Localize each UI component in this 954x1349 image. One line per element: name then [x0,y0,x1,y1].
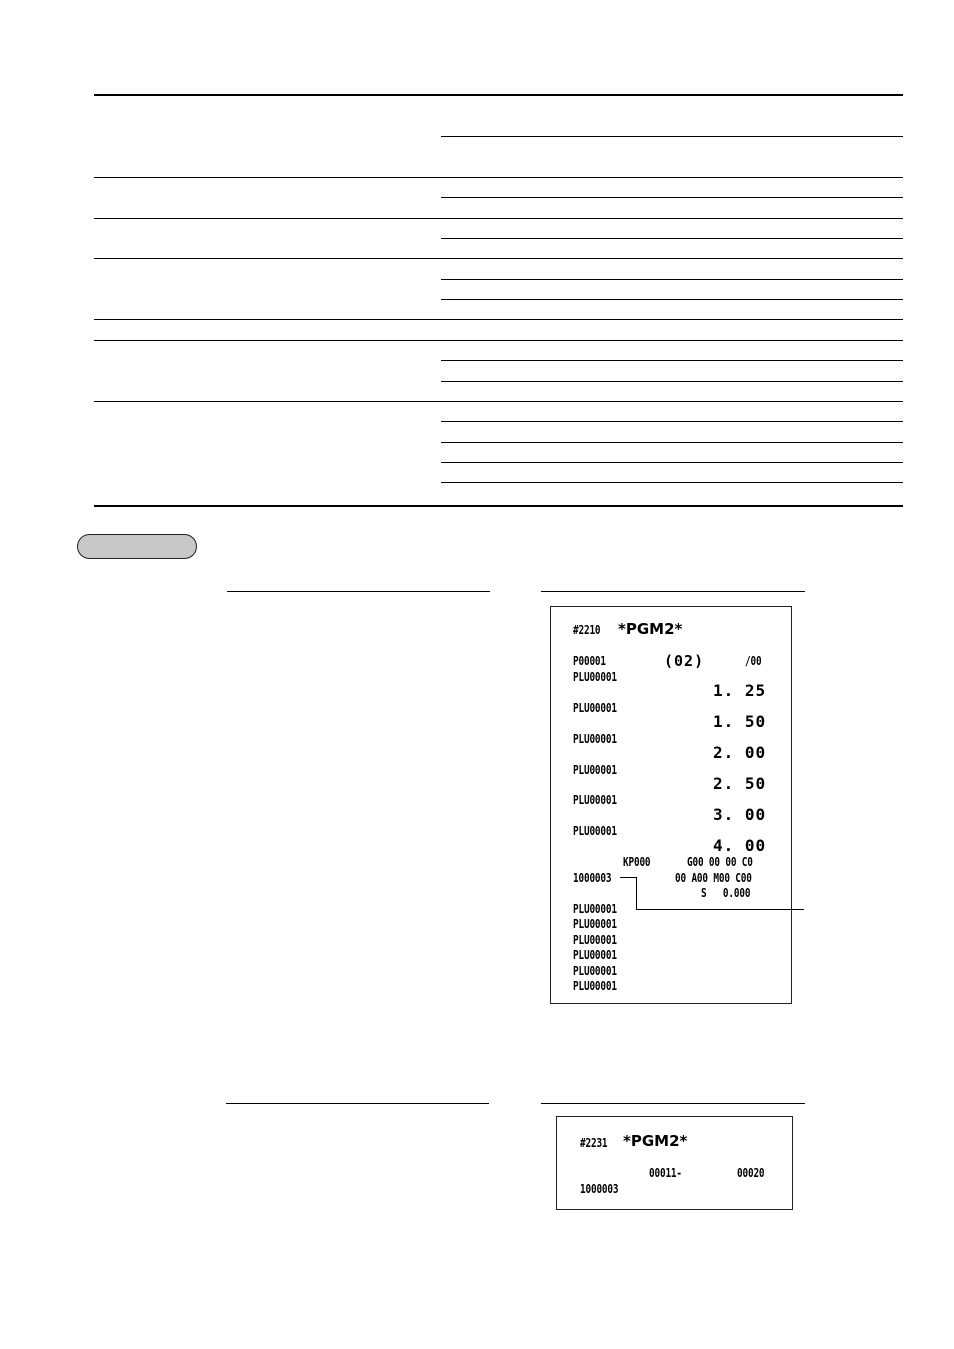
item-label: PLU00001 [573,732,617,746]
table-rule [94,258,903,259]
table-rule [441,421,903,422]
item-label: PLU00001 [573,793,617,807]
flags-line-2: 00 A00 M00 C00 [675,871,752,885]
trailing-item: PLU00001 [573,964,617,978]
table-rule [441,136,903,137]
plu-slash: /00 [745,654,762,668]
item-label: PLU00001 [573,670,617,684]
item-amount: 4. 00 [713,836,767,855]
table-rule [94,177,903,178]
receipt-pgm2-2210 [550,606,792,1004]
item-amount: 2. 00 [713,743,767,762]
key-operation-rule [226,1103,489,1104]
table-rule [441,197,903,198]
table-rule [441,299,903,300]
code-line: 1000003 [580,1182,619,1196]
table-rule [94,218,903,219]
kp-label: KP000 [623,855,651,869]
s-line: S 0.000 [701,886,751,900]
table-rule [441,360,903,361]
trailing-item: PLU00001 [573,979,617,993]
receipt-mode: *PGM2* [618,620,683,638]
trailing-item: PLU00001 [573,933,617,947]
table-rule [441,238,903,239]
plu-paren: (02) [664,652,705,670]
range-to: 00020 [737,1166,765,1180]
table-top-rule [94,94,903,96]
table-rule [94,401,903,402]
table-rule [441,279,903,280]
item-label: PLU00001 [573,701,617,715]
section-label-pill [77,534,197,559]
table-rule [94,319,903,320]
item-amount: 1. 50 [713,712,767,731]
trailing-item: PLU00001 [573,902,617,916]
table-rule [441,482,903,483]
plu-code: P00001 [573,654,606,668]
table-rule [94,340,903,341]
table-bottom-rule [94,505,903,507]
code-line: 1000003 [573,871,612,885]
print-rule [541,1103,805,1104]
item-label: PLU00001 [573,763,617,777]
table-rule [441,381,903,382]
trailing-item: PLU00001 [573,917,617,931]
receipt-code: #2210 [573,623,601,637]
table-rule [441,462,903,463]
flags-line-1: G00 00 00 C0 [687,855,753,869]
range-from: 00011- [649,1166,682,1180]
receipt-pgm2-2231 [556,1116,793,1210]
item-amount: 1. 25 [713,681,767,700]
item-amount: 3. 00 [713,805,767,824]
key-operation-rule [227,591,490,592]
item-label: PLU00001 [573,824,617,838]
table-rule [441,442,903,443]
trailing-item: PLU00001 [573,948,617,962]
print-rule [541,591,805,592]
item-amount: 2. 50 [713,774,767,793]
receipt-code: #2231 [580,1136,608,1150]
receipt-mode: *PGM2* [623,1132,688,1150]
